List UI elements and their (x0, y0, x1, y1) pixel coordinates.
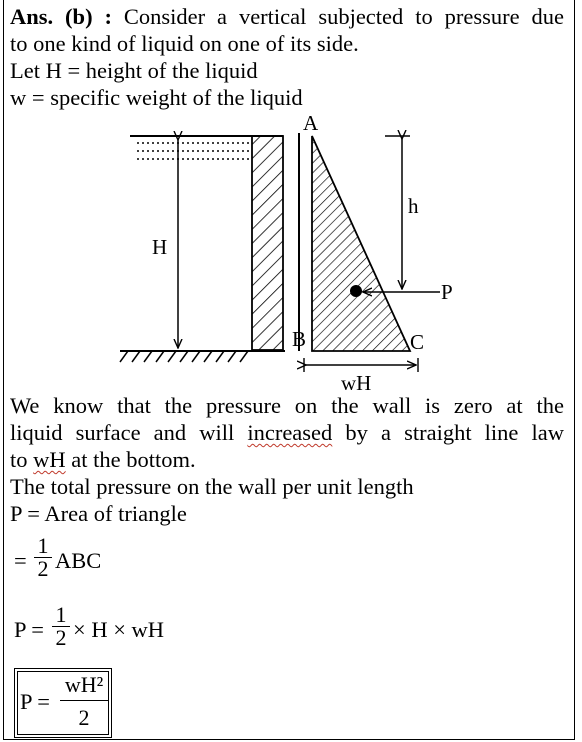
explanation-line-3 (10, 446, 196, 473)
equation-1-lhs: = (14, 548, 27, 573)
equation-1-numerator: 1 (37, 533, 49, 558)
explanation-line-2-a: liquid surface and will (10, 420, 248, 445)
liquid-surface-dots (137, 143, 250, 159)
equation-3-numerator: wH² (64, 672, 104, 697)
equation-2-fraction (52, 604, 70, 649)
equation-3-denominator: 2 (78, 705, 90, 730)
answer-prefix: Ans. (b) : (10, 4, 112, 29)
answer-line-2: to one kind of liquid on one of its side. (10, 31, 359, 56)
ground-hatch (120, 351, 248, 362)
label-p: P (441, 280, 453, 304)
label-c: C (410, 330, 425, 354)
label-b: B (292, 327, 307, 351)
pressure-triangle (312, 136, 410, 351)
definition-specific-weight: w = specific weight of the liquid (10, 85, 303, 110)
centre-of-pressure-dot (350, 285, 362, 297)
equation-3-lhs: P = (20, 689, 50, 714)
wall (252, 136, 283, 350)
equation-2-denominator: 2 (55, 625, 67, 650)
equation-3-fraction (60, 674, 108, 729)
explanation-line-4: The total pressure on the wall per unit length (10, 474, 414, 499)
equation-2-numerator: 1 (55, 602, 67, 627)
label-h: h (408, 194, 419, 218)
equation-1-rhs: ABC (55, 548, 102, 573)
explanation-line-1: We know that the pressure on the wall is zero at the (10, 393, 564, 418)
explanation-line-3-a: to (10, 447, 34, 472)
definition-height: Let H = height of the liquid (10, 58, 258, 83)
explanation-line-2 (10, 419, 564, 446)
label-height: H (152, 235, 168, 259)
explanation-line-5: P = Area of triangle (10, 501, 187, 526)
label-wh: wH (341, 371, 372, 395)
equation-2-lhs: P = (14, 617, 44, 642)
explanation-line-2-c: by a straight line law (332, 420, 564, 445)
answer-line-1-text: Consider a vertical subjected to pressure due (111, 4, 564, 29)
explanation-word-wh: wH (33, 447, 66, 472)
explanation-line-3-c: at the bottom. (65, 447, 196, 472)
equation-1-denominator: 2 (37, 556, 49, 581)
explanation-word-increased: increased (247, 420, 333, 445)
equation-2-rhs: × H × wH (73, 617, 164, 642)
equation-1-fraction (34, 535, 52, 580)
label-a: A (303, 111, 319, 135)
